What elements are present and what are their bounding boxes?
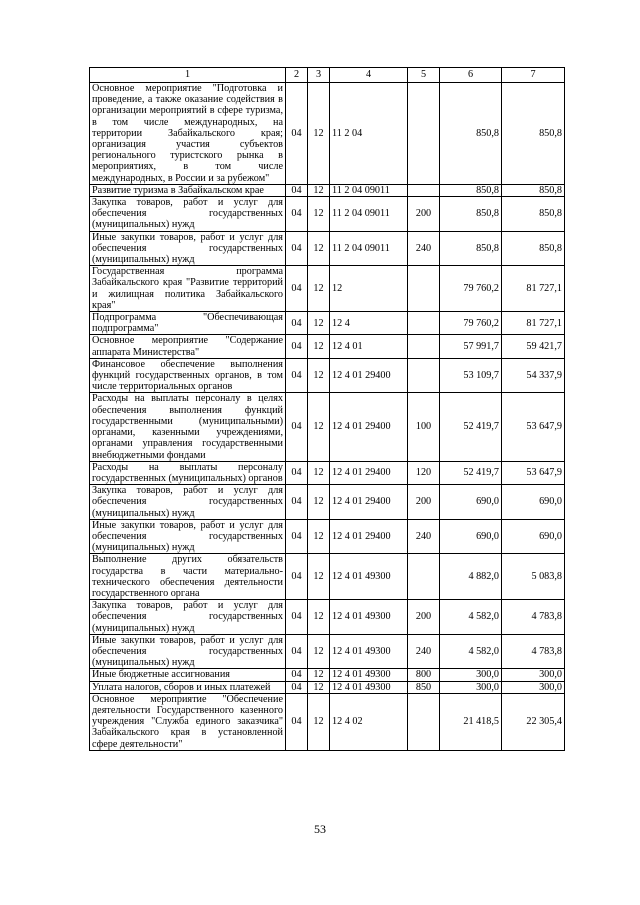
amount-year2-cell: 4 783,8 xyxy=(502,600,565,635)
amount-year2-cell: 53 647,9 xyxy=(502,393,565,461)
row-name-cell: Иные закупки товаров, работ и услуг для обеспечения государственных (муниципальных) нужд xyxy=(90,519,286,554)
expense-type-cell xyxy=(408,358,440,393)
row-name-cell: Закупка товаров, работ и услуг для обеспечения государственных (муниципальных) нужд xyxy=(90,600,286,635)
subsection-code-cell: 12 xyxy=(308,358,330,393)
section-code-cell: 04 xyxy=(286,693,308,750)
header-cell: 7 xyxy=(502,68,565,83)
section-code-cell: 04 xyxy=(286,83,308,185)
target-article-cell: 12 4 xyxy=(330,312,408,335)
subsection-code-cell: 12 xyxy=(308,197,330,232)
amount-year1-cell: 52 419,7 xyxy=(440,461,502,484)
target-article-cell: 12 4 01 29400 xyxy=(330,485,408,520)
target-article-cell: 12 4 01 29400 xyxy=(330,461,408,484)
target-article-cell: 12 4 01 29400 xyxy=(330,393,408,461)
amount-year1-cell: 300,0 xyxy=(440,681,502,693)
table-row xyxy=(90,485,565,520)
target-article-cell: 12 4 01 29400 xyxy=(330,358,408,393)
target-article-cell: 12 4 01 49300 xyxy=(330,634,408,669)
amount-year1-cell: 690,0 xyxy=(440,519,502,554)
subsection-code-cell: 12 xyxy=(308,693,330,750)
section-code-cell: 04 xyxy=(286,393,308,461)
table-row xyxy=(90,634,565,669)
expense-type-cell: 240 xyxy=(408,519,440,554)
section-code-cell: 04 xyxy=(286,554,308,600)
table-header-row xyxy=(90,68,565,83)
amount-year2-cell: 81 727,1 xyxy=(502,266,565,312)
row-name-cell: Иные закупки товаров, работ и услуг для обеспечения государственных (муниципальных) нужд xyxy=(90,634,286,669)
section-code-cell: 04 xyxy=(286,231,308,266)
table-row xyxy=(90,461,565,484)
target-article-cell: 11 2 04 09011 xyxy=(330,184,408,196)
expense-type-cell xyxy=(408,266,440,312)
section-code-cell: 04 xyxy=(286,335,308,358)
target-article-cell: 12 4 02 xyxy=(330,693,408,750)
target-article-cell: 12 4 01 49300 xyxy=(330,600,408,635)
target-article-cell: 12 xyxy=(330,266,408,312)
table-row xyxy=(90,266,565,312)
target-article-cell: 12 4 01 49300 xyxy=(330,554,408,600)
target-article-cell: 12 4 01 xyxy=(330,335,408,358)
amount-year1-cell: 79 760,2 xyxy=(440,266,502,312)
subsection-code-cell: 12 xyxy=(308,461,330,484)
section-code-cell: 04 xyxy=(286,184,308,196)
expense-type-cell xyxy=(408,693,440,750)
section-code-cell: 04 xyxy=(286,681,308,693)
table-row xyxy=(90,312,565,335)
table-row xyxy=(90,197,565,232)
subsection-code-cell: 12 xyxy=(308,83,330,185)
row-name-cell: Уплата налогов, сборов и иных платежей xyxy=(90,681,286,693)
amount-year1-cell: 850,8 xyxy=(440,184,502,196)
expense-type-cell: 120 xyxy=(408,461,440,484)
target-article-cell: 11 2 04 09011 xyxy=(330,231,408,266)
section-code-cell: 04 xyxy=(286,197,308,232)
section-code-cell: 04 xyxy=(286,634,308,669)
table-row xyxy=(90,693,565,750)
expense-type-cell: 200 xyxy=(408,600,440,635)
amount-year2-cell: 5 083,8 xyxy=(502,554,565,600)
subsection-code-cell: 12 xyxy=(308,634,330,669)
expense-type-cell: 240 xyxy=(408,634,440,669)
row-name-cell: Подпрограмма "Обеспечивающая подпрограмма" xyxy=(90,312,286,335)
expense-type-cell: 200 xyxy=(408,197,440,232)
table-row xyxy=(90,335,565,358)
subsection-code-cell: 12 xyxy=(308,669,330,681)
header-cell: 4 xyxy=(330,68,408,83)
amount-year2-cell: 850,8 xyxy=(502,83,565,185)
subsection-code-cell: 12 xyxy=(308,519,330,554)
subsection-code-cell: 12 xyxy=(308,184,330,196)
header-cell: 5 xyxy=(408,68,440,83)
section-code-cell: 04 xyxy=(286,358,308,393)
subsection-code-cell: 12 xyxy=(308,335,330,358)
target-article-cell: 12 4 01 49300 xyxy=(330,669,408,681)
section-code-cell: 04 xyxy=(286,266,308,312)
header-cell: 3 xyxy=(308,68,330,83)
amount-year1-cell: 21 418,5 xyxy=(440,693,502,750)
table-row xyxy=(90,554,565,600)
amount-year2-cell: 4 783,8 xyxy=(502,634,565,669)
amount-year2-cell: 300,0 xyxy=(502,681,565,693)
table-row xyxy=(90,358,565,393)
section-code-cell: 04 xyxy=(286,312,308,335)
subsection-code-cell: 12 xyxy=(308,312,330,335)
target-article-cell: 12 4 01 29400 xyxy=(330,519,408,554)
table-body xyxy=(90,68,565,751)
expense-type-cell: 850 xyxy=(408,681,440,693)
expense-type-cell: 100 xyxy=(408,393,440,461)
amount-year1-cell: 690,0 xyxy=(440,485,502,520)
amount-year2-cell: 81 727,1 xyxy=(502,312,565,335)
row-name-cell: Расходы на выплаты персоналу государственных (муниципальных) органов xyxy=(90,461,286,484)
subsection-code-cell: 12 xyxy=(308,554,330,600)
amount-year1-cell: 52 419,7 xyxy=(440,393,502,461)
amount-year1-cell: 53 109,7 xyxy=(440,358,502,393)
expense-type-cell: 200 xyxy=(408,485,440,520)
expense-type-cell xyxy=(408,184,440,196)
row-name-cell: Расходы на выплаты персоналу в целях обеспечения выполнения функций государственными (муниципальными) органами, казенными учреждениями, органами управления государственными внебюджетными фондами xyxy=(90,393,286,461)
amount-year2-cell: 300,0 xyxy=(502,669,565,681)
amount-year2-cell: 690,0 xyxy=(502,485,565,520)
row-name-cell: Иные бюджетные ассигнования xyxy=(90,669,286,681)
subsection-code-cell: 12 xyxy=(308,485,330,520)
expense-type-cell: 240 xyxy=(408,231,440,266)
header-cell: 1 xyxy=(90,68,286,83)
row-name-cell: Иные закупки товаров, работ и услуг для обеспечения государственных (муниципальных) нужд xyxy=(90,231,286,266)
section-code-cell: 04 xyxy=(286,600,308,635)
subsection-code-cell: 12 xyxy=(308,266,330,312)
amount-year1-cell: 850,8 xyxy=(440,231,502,266)
amount-year2-cell: 690,0 xyxy=(502,519,565,554)
row-name-cell: Закупка товаров, работ и услуг для обеспечения государственных (муниципальных) нужд xyxy=(90,197,286,232)
row-name-cell: Выполнение других обязательств государства в части материально-технического обеспечения деятельности государственного органа xyxy=(90,554,286,600)
expense-type-cell xyxy=(408,335,440,358)
row-name-cell: Основное мероприятие "Подготовка и проведение, а также оказание содействия в организации мероприятий в сфере туризма, в том числе международных, на территории Забайкальского края; организация участия субъектов регионального туристского рынка в мероприятиях, в том числе международных, в России и за рубежом" xyxy=(90,83,286,185)
amount-year2-cell: 850,8 xyxy=(502,197,565,232)
amount-year2-cell: 59 421,7 xyxy=(502,335,565,358)
target-article-cell: 11 2 04 09011 xyxy=(330,197,408,232)
table-row xyxy=(90,681,565,693)
amount-year2-cell: 53 647,9 xyxy=(502,461,565,484)
table-row xyxy=(90,231,565,266)
amount-year1-cell: 79 760,2 xyxy=(440,312,502,335)
subsection-code-cell: 12 xyxy=(308,393,330,461)
row-name-cell: Финансовое обеспечение выполнения функций государственных органов, в том числе территориальных органов xyxy=(90,358,286,393)
table-row xyxy=(90,669,565,681)
amount-year1-cell: 850,8 xyxy=(440,197,502,232)
amount-year2-cell: 54 337,9 xyxy=(502,358,565,393)
amount-year2-cell: 850,8 xyxy=(502,231,565,266)
table-row xyxy=(90,600,565,635)
table-row xyxy=(90,83,565,185)
header-cell: 6 xyxy=(440,68,502,83)
page-number: 53 xyxy=(314,822,326,836)
amount-year2-cell: 22 305,4 xyxy=(502,693,565,750)
header-cell: 2 xyxy=(286,68,308,83)
amount-year2-cell: 850,8 xyxy=(502,184,565,196)
budget-table xyxy=(89,67,565,751)
table-row xyxy=(90,519,565,554)
section-code-cell: 04 xyxy=(286,669,308,681)
subsection-code-cell: 12 xyxy=(308,600,330,635)
row-name-cell: Основное мероприятие "Содержание аппарата Министерства" xyxy=(90,335,286,358)
amount-year1-cell: 300,0 xyxy=(440,669,502,681)
target-article-cell: 11 2 04 xyxy=(330,83,408,185)
row-name-cell: Развитие туризма в Забайкальском крае xyxy=(90,184,286,196)
amount-year1-cell: 57 991,7 xyxy=(440,335,502,358)
target-article-cell: 12 4 01 49300 xyxy=(330,681,408,693)
section-code-cell: 04 xyxy=(286,519,308,554)
amount-year1-cell: 850,8 xyxy=(440,83,502,185)
row-name-cell: Государственная программа Забайкальского края "Развитие территорий и жилищная политика Забайкальского края" xyxy=(90,266,286,312)
section-code-cell: 04 xyxy=(286,461,308,484)
expense-type-cell xyxy=(408,83,440,185)
amount-year1-cell: 4 882,0 xyxy=(440,554,502,600)
expense-type-cell: 800 xyxy=(408,669,440,681)
row-name-cell: Закупка товаров, работ и услуг для обеспечения государственных (муниципальных) нужд xyxy=(90,485,286,520)
section-code-cell: 04 xyxy=(286,485,308,520)
expense-type-cell xyxy=(408,554,440,600)
expense-type-cell xyxy=(408,312,440,335)
amount-year1-cell: 4 582,0 xyxy=(440,634,502,669)
table-row xyxy=(90,393,565,461)
subsection-code-cell: 12 xyxy=(308,231,330,266)
amount-year1-cell: 4 582,0 xyxy=(440,600,502,635)
row-name-cell: Основное мероприятие "Обеспечение деятельности Государственного казенного учреждения "Служба единого заказчика" Забайкальского края в установленной сфере деятельности" xyxy=(90,693,286,750)
subsection-code-cell: 12 xyxy=(308,681,330,693)
table-row xyxy=(90,184,565,196)
